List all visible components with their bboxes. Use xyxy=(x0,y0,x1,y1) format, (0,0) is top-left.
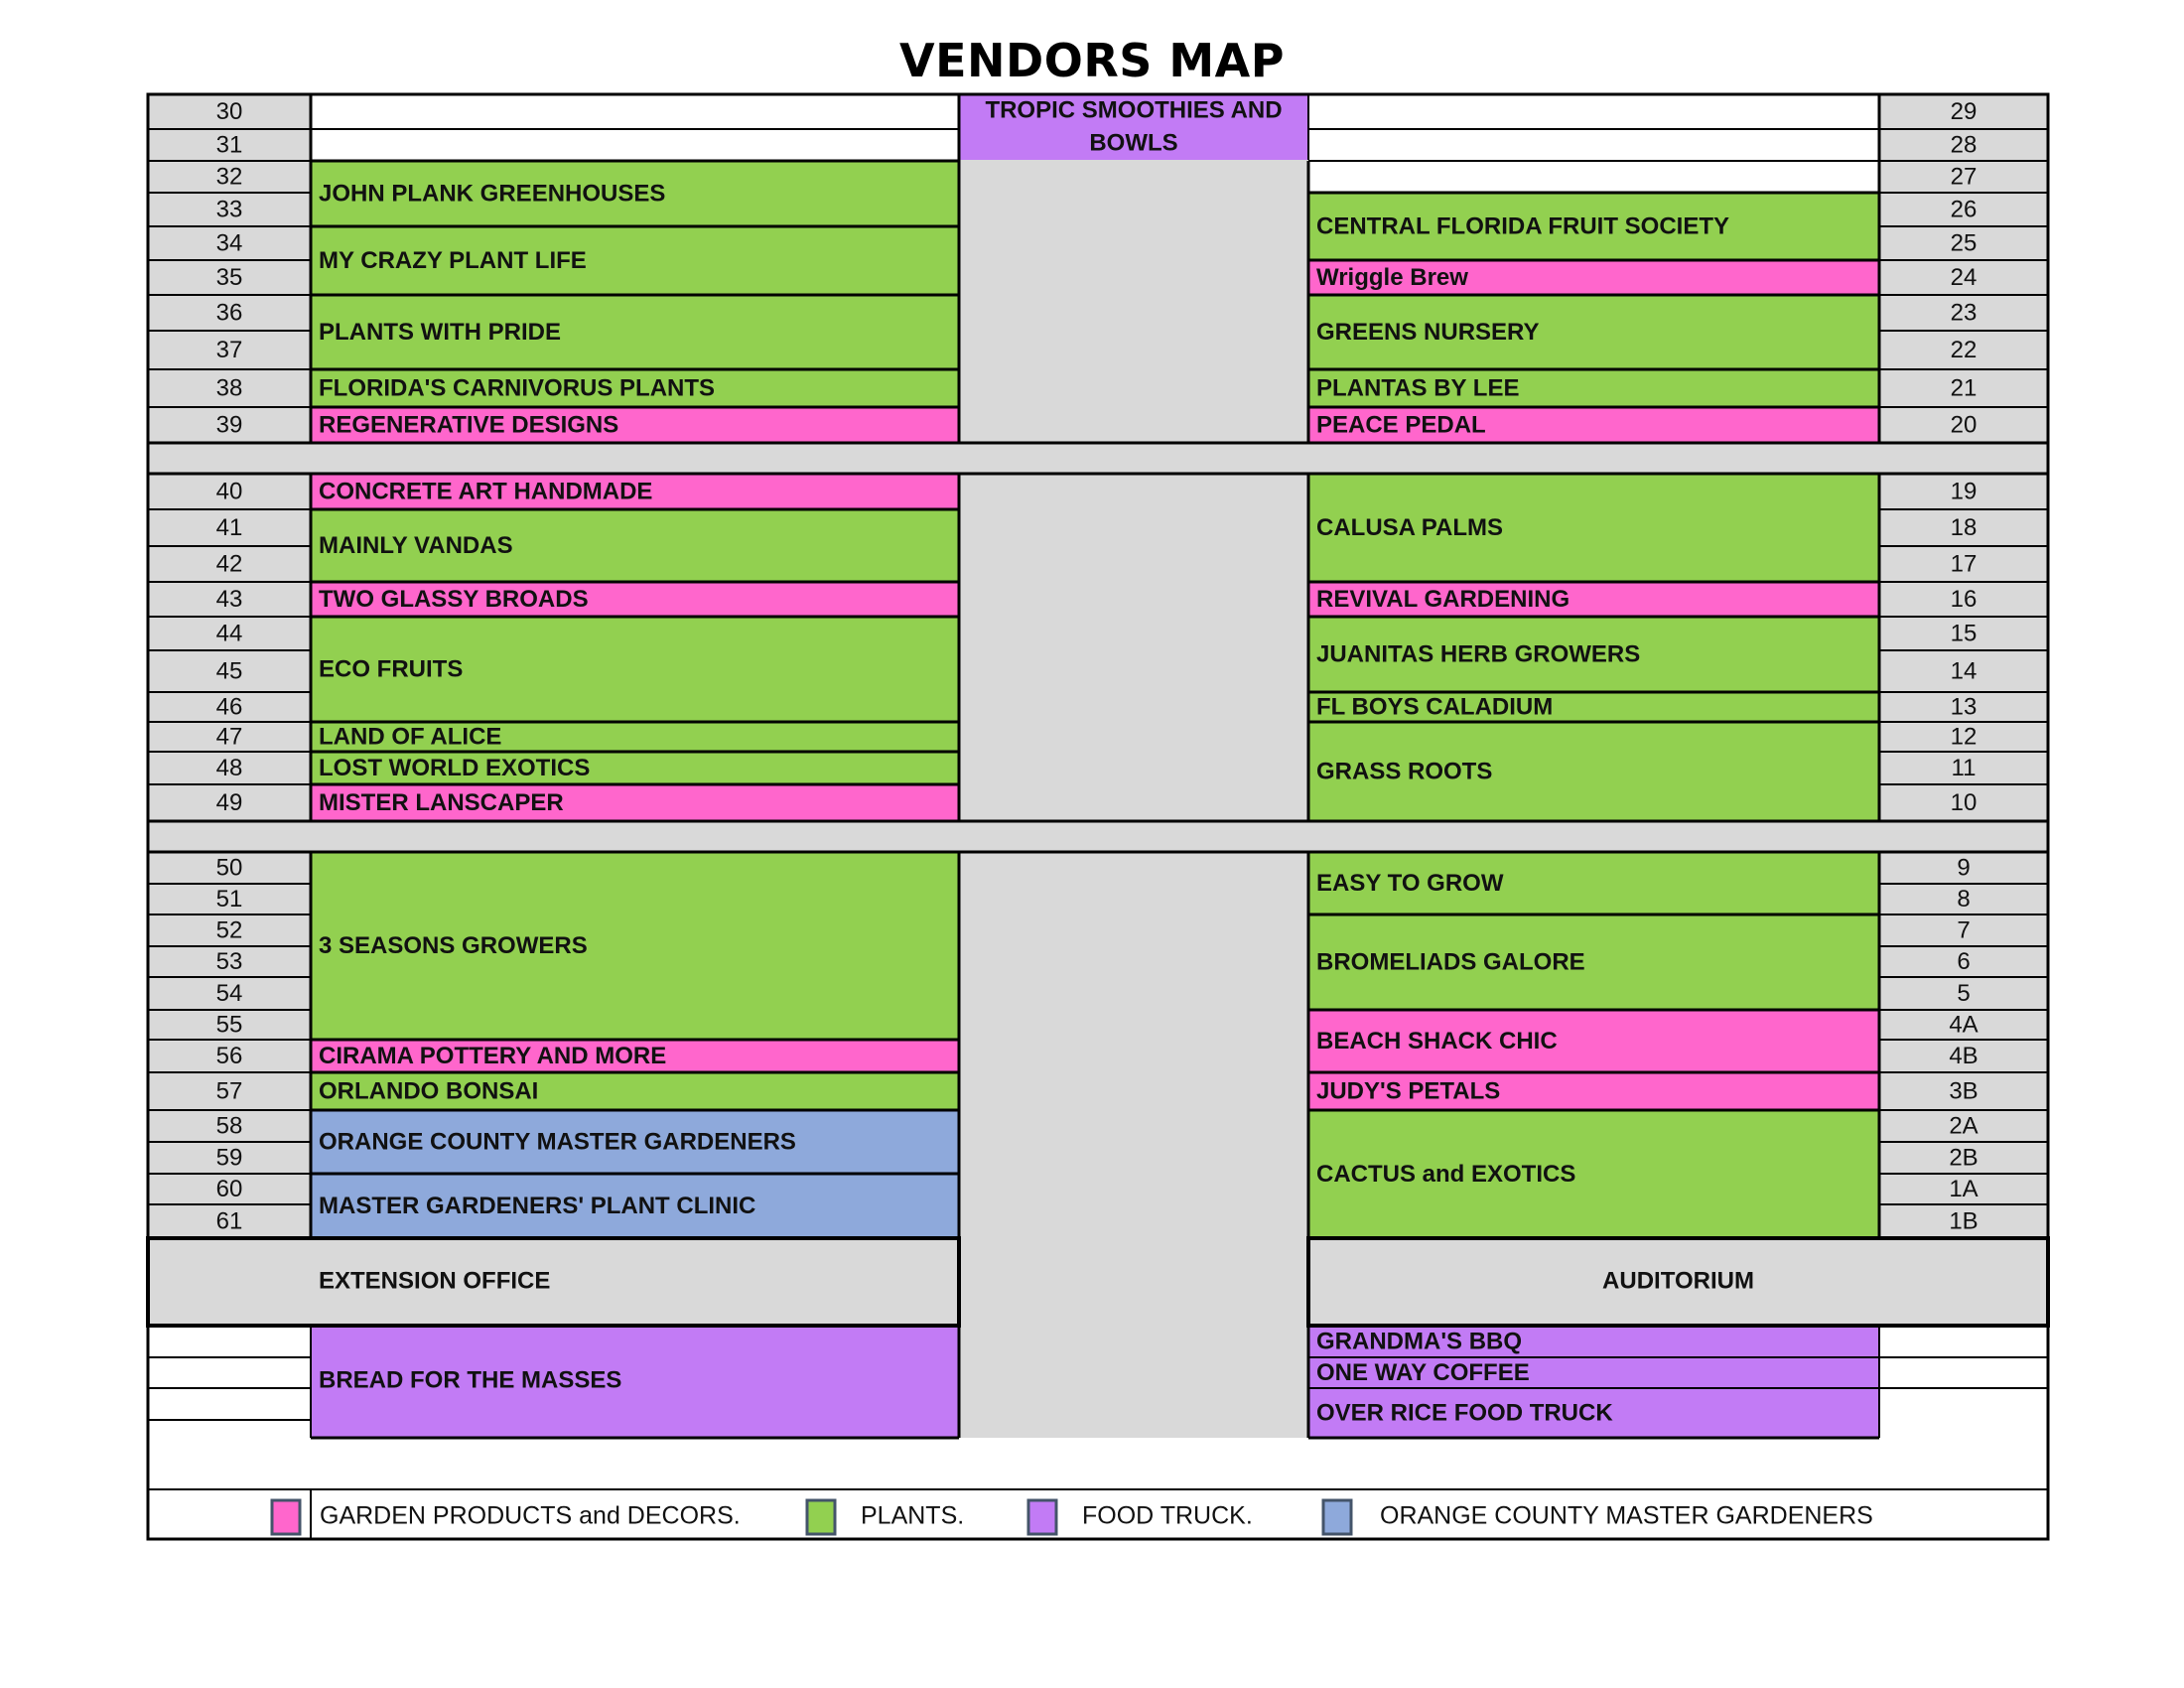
stall-number-left: 53 xyxy=(215,947,243,975)
stall-number-left: 40 xyxy=(215,478,243,505)
stall-number-left: 56 xyxy=(215,1042,243,1069)
stall-number-right: 25 xyxy=(1950,229,1978,257)
vendor-label-right: JUANITAS HERB GROWERS xyxy=(1316,640,1641,668)
stall-number-right: 15 xyxy=(1950,620,1978,647)
vendor-label-right: ONE WAY COFFEE xyxy=(1316,1358,1530,1386)
stall-number-left: 36 xyxy=(215,299,243,327)
stall-number-left: 49 xyxy=(215,788,243,816)
stall-number-right: 1A xyxy=(1949,1175,1979,1202)
empty-stall-right xyxy=(1308,161,1879,193)
stall-number-left: 59 xyxy=(215,1144,243,1172)
vendor-label-right: REVIVAL GARDENING xyxy=(1316,585,1570,613)
stall-number-right: 21 xyxy=(1950,374,1978,402)
stall-number-right: 3B xyxy=(1949,1077,1979,1105)
row-gap-bar xyxy=(148,443,2048,474)
empty-stall-right xyxy=(1308,129,1879,161)
vendor-label-right: GRANDMA'S BBQ xyxy=(1316,1328,1523,1355)
legend-swatch-food xyxy=(1028,1500,1056,1534)
vendor-label-left: 3 SEASONS GROWERS xyxy=(319,931,588,959)
stall-number-left: 42 xyxy=(215,550,243,578)
vendor-label-left: MASTER GARDENERS' PLANT CLINIC xyxy=(319,1192,756,1219)
vendor-label-left: MY CRAZY PLANT LIFE xyxy=(319,246,587,274)
vendor-label-left: MISTER LANSCAPER xyxy=(319,788,564,816)
stall-number-left: 35 xyxy=(215,263,243,291)
vendor-label-left: JOHN PLANK GREENHOUSES xyxy=(319,180,666,208)
vendor-label-right: OVER RICE FOOD TRUCK xyxy=(1316,1399,1613,1427)
stall-number-left: 32 xyxy=(215,163,243,191)
vendor-label-right: CACTUS and EXOTICS xyxy=(1316,1160,1576,1188)
stall-number-left: 52 xyxy=(215,916,243,944)
stall-number-right: 4B xyxy=(1949,1042,1979,1069)
vendor-label-top-center-line2: BOWLS xyxy=(1089,129,1178,157)
vendor-label-left: MAINLY VANDAS xyxy=(319,531,513,559)
stall-number-right: 27 xyxy=(1950,163,1978,191)
stall-number-left: 45 xyxy=(215,657,243,685)
stall-number-left: 33 xyxy=(215,196,243,223)
stall-number-left: 61 xyxy=(215,1207,243,1235)
extension-office-label: EXTENSION OFFICE xyxy=(319,1267,551,1295)
stall-number-right: 17 xyxy=(1950,550,1978,578)
vendor-label-top-center-line1: TROPIC SMOOTHIES AND xyxy=(985,96,1283,124)
stall-number-left: 31 xyxy=(215,131,243,159)
stall-number-left: 50 xyxy=(215,854,243,882)
legend-swatch-garden xyxy=(272,1500,300,1534)
stall-number-left: 37 xyxy=(215,336,243,363)
vendor-label-left: REGENERATIVE DESIGNS xyxy=(319,411,619,439)
stall-number-right: 26 xyxy=(1950,196,1978,223)
stall-number-left: 30 xyxy=(215,97,243,125)
vendor-label-left: ECO FRUITS xyxy=(319,655,464,683)
stall-number-left: 54 xyxy=(215,979,243,1007)
stall-number-left: 38 xyxy=(215,374,243,402)
vendor-label-right: PLANTAS BY LEE xyxy=(1316,374,1520,402)
stall-number-left: 43 xyxy=(215,585,243,613)
legend-swatch-master xyxy=(1323,1500,1351,1534)
stall-number-left: 57 xyxy=(215,1077,243,1105)
stall-number-right: 1B xyxy=(1949,1207,1979,1235)
vendor-label-left: CIRAMA POTTERY AND MORE xyxy=(319,1042,667,1069)
vendor-label-left: TWO GLASSY BROADS xyxy=(319,585,589,613)
stall-number-left: 48 xyxy=(215,754,243,781)
empty-cell xyxy=(1879,1357,2048,1388)
vendor-label-right: GRASS ROOTS xyxy=(1316,758,1493,785)
vendor-label-left: ORLANDO BONSAI xyxy=(319,1077,539,1105)
stall-number-right: 16 xyxy=(1950,585,1978,613)
stall-number-left: 55 xyxy=(215,1011,243,1039)
row-gap-bar xyxy=(148,821,2048,852)
auditorium-label: AUDITORIUM xyxy=(1602,1267,1754,1295)
stall-number-right: 2A xyxy=(1949,1112,1979,1140)
empty-cell xyxy=(1879,1326,2048,1357)
vendor-label-left: PLANTS WITH PRIDE xyxy=(319,318,561,346)
vendor-label-right: EASY TO GROW xyxy=(1316,869,1504,897)
vendor-label-right: GREENS NURSERY xyxy=(1316,318,1540,346)
vendor-label-right: JUDY'S PETALS xyxy=(1316,1077,1501,1105)
stall-number-right: 9 xyxy=(1957,854,1971,882)
stall-number-right: 7 xyxy=(1957,916,1971,944)
stall-number-left: 39 xyxy=(215,411,243,439)
legend-label-food: FOOD TRUCK. xyxy=(1082,1501,1253,1530)
stall-number-right: 13 xyxy=(1950,693,1978,721)
stall-number-right: 5 xyxy=(1957,979,1971,1007)
stall-number-right: 12 xyxy=(1950,723,1978,751)
page-title: VENDORS MAP xyxy=(899,34,1285,87)
vendor-label-right: FL BOYS CALADIUM xyxy=(1316,693,1554,721)
empty-cell xyxy=(148,1326,311,1438)
stall-number-left: 51 xyxy=(215,885,243,913)
stall-number-left: 41 xyxy=(215,513,243,541)
stall-number-right: 10 xyxy=(1950,788,1978,816)
stall-number-left: 60 xyxy=(215,1175,243,1202)
stall-number-left: 44 xyxy=(215,620,243,647)
stall-number-right: 23 xyxy=(1950,299,1978,327)
empty-stall-right xyxy=(1308,94,1879,129)
empty-cell xyxy=(1879,1388,2048,1438)
vendor-label-left: LAND OF ALICE xyxy=(319,723,502,751)
vendor-label-right: CENTRAL FLORIDA FRUIT SOCIETY xyxy=(1316,212,1729,240)
vendor-label-right: PEACE PEDAL xyxy=(1316,411,1486,439)
stall-number-left: 47 xyxy=(215,723,243,751)
stall-number-right: 29 xyxy=(1950,97,1978,125)
vendor-label-left: LOST WORLD EXOTICS xyxy=(319,754,591,781)
stall-number-left: 34 xyxy=(215,229,243,257)
vendor-label-right: CALUSA PALMS xyxy=(1316,513,1503,541)
stall-number-right: 24 xyxy=(1950,263,1978,291)
legend-swatch-plants xyxy=(807,1500,835,1534)
stall-number-right: 6 xyxy=(1957,947,1971,975)
stall-number-right: 2B xyxy=(1949,1144,1979,1172)
empty-stall-left xyxy=(311,129,959,160)
vendor-label-left: FLORIDA'S CARNIVORUS PLANTS xyxy=(319,374,716,402)
center-aisle xyxy=(959,160,1308,1438)
stall-number-right: 28 xyxy=(1950,131,1978,159)
stall-number-right: 14 xyxy=(1950,657,1978,685)
stall-number-left: 58 xyxy=(215,1112,243,1140)
vendor-label-right: Wriggle Brew xyxy=(1316,263,1468,291)
vendor-label-right: BROMELIADS GALORE xyxy=(1316,948,1585,976)
stall-number-right: 4A xyxy=(1949,1011,1979,1039)
legend-label-plants: PLANTS. xyxy=(861,1501,965,1530)
vendor-label-right: BEACH SHACK CHIC xyxy=(1316,1027,1558,1055)
legend-label-master: ORANGE COUNTY MASTER GARDENERS xyxy=(1380,1501,1873,1530)
extension-office-building xyxy=(148,1238,959,1326)
stall-number-right: 8 xyxy=(1957,885,1971,913)
stall-number-left: 46 xyxy=(215,693,243,721)
stall-number-right: 11 xyxy=(1951,754,1977,781)
stall-number-right: 20 xyxy=(1950,411,1978,439)
legend-label-garden: GARDEN PRODUCTS and DECORS. xyxy=(320,1501,741,1530)
stall-number-right: 19 xyxy=(1950,478,1978,505)
stall-number-right: 22 xyxy=(1950,336,1978,363)
vendor-label-left: CONCRETE ART HANDMADE xyxy=(319,478,653,505)
vendor-label-left: BREAD FOR THE MASSES xyxy=(319,1366,622,1394)
empty-stall-left xyxy=(311,94,959,129)
vendor-label-left: ORANGE COUNTY MASTER GARDENERS xyxy=(319,1128,796,1156)
stall-number-right: 18 xyxy=(1950,513,1978,541)
